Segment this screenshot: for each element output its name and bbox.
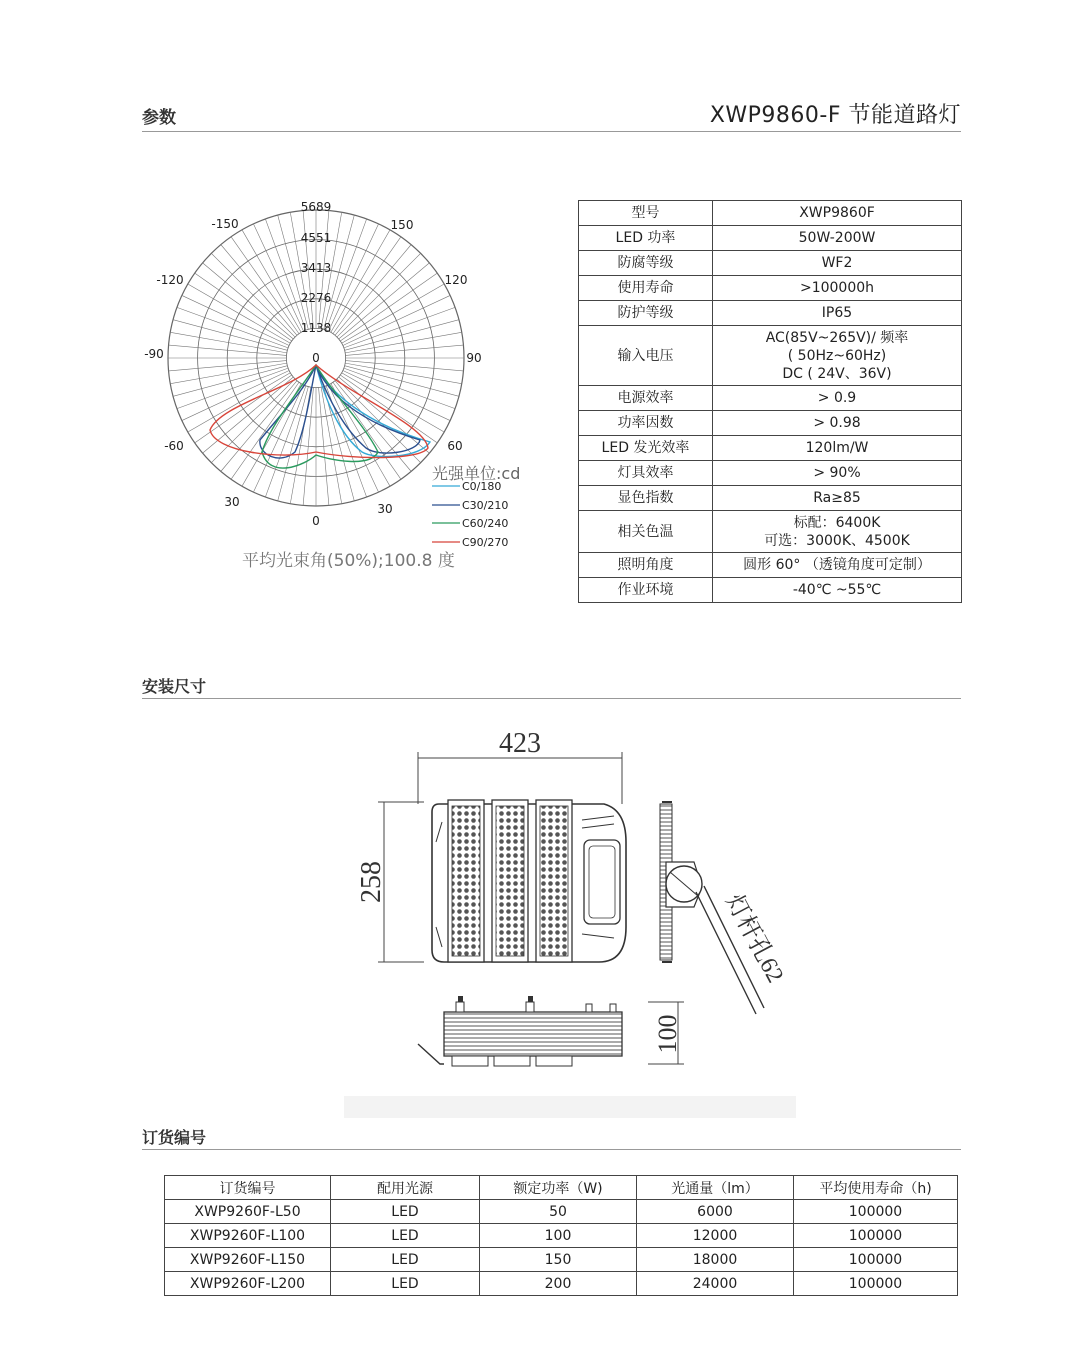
- table-row: [165, 1224, 958, 1248]
- spec-value-line: DC ( 24V、36V): [782, 365, 892, 382]
- width-dimension-label: 423: [499, 728, 541, 759]
- polar-spoke: [173, 320, 287, 351]
- spec-key: 功率因数: [579, 411, 713, 436]
- table-cell: 24000: [637, 1272, 794, 1296]
- polar-spoke: [329, 224, 379, 331]
- order-section-title: 订货编号: [142, 1128, 207, 1147]
- table-cell: LED: [331, 1248, 480, 1272]
- table-row: [579, 326, 962, 386]
- polar-spoke: [203, 377, 294, 453]
- height-dimension-label: 258: [356, 861, 387, 903]
- angle-label: 0: [312, 514, 320, 528]
- table-cell: LED: [331, 1200, 480, 1224]
- angle-label: 30: [377, 502, 393, 516]
- spec-value-line: AC(85V~265V)/ 频率: [765, 329, 909, 346]
- depth-dimension-label: 100: [653, 1014, 682, 1054]
- radial-label: 2276: [300, 291, 332, 305]
- legend-label-c30: C30/210: [462, 499, 509, 512]
- polar-spoke: [345, 320, 459, 351]
- polar-spoke: [242, 230, 301, 333]
- table-row: [579, 511, 962, 553]
- polar-spoke: [345, 332, 462, 353]
- table-cell: LED: [331, 1224, 480, 1248]
- polar-spoke: [345, 363, 462, 384]
- table-row: [579, 411, 962, 436]
- width-dimension: [418, 752, 622, 804]
- spec-value: >100000h: [713, 276, 962, 301]
- legend-label-c60: C60/240: [462, 517, 509, 530]
- spec-value: Ra≥85: [713, 486, 962, 511]
- table-row: [579, 201, 962, 226]
- angle-label: 60: [447, 439, 463, 453]
- spec-value: IP65: [713, 301, 962, 326]
- table-cell: 100000: [794, 1248, 958, 1272]
- spec-key: 相关色温: [579, 511, 713, 553]
- polar-spoke: [342, 373, 445, 432]
- radial-label: 1138: [300, 321, 332, 335]
- polar-spoke: [345, 366, 459, 397]
- installation-dimension-drawing: [344, 712, 796, 1120]
- table-row: [579, 251, 962, 276]
- column-header: 订货编号: [165, 1176, 331, 1200]
- table-header-row: [165, 1176, 958, 1200]
- table-cell: 150: [480, 1248, 637, 1272]
- table-cell: 200: [480, 1272, 637, 1296]
- page-header: [142, 95, 961, 132]
- polar-spoke: [188, 373, 291, 432]
- angle-label: -60: [164, 439, 184, 453]
- column-header: 平均使用寿命（h): [794, 1176, 958, 1200]
- polar-spoke: [188, 284, 291, 343]
- angle-label: -120: [156, 273, 184, 287]
- polar-spoke: [342, 284, 445, 343]
- table-cell: 100000: [794, 1272, 958, 1296]
- legend-label-c90: C90/270: [462, 536, 509, 549]
- spec-value: > 0.9: [713, 386, 962, 411]
- table-cell: XWP9260F-L150: [165, 1248, 331, 1272]
- table-cell: LED: [331, 1272, 480, 1296]
- angle-label: -90: [144, 347, 164, 361]
- luminaire-top-view: [432, 800, 626, 962]
- column-header: 配用光源: [331, 1176, 480, 1200]
- order-table: [164, 1175, 958, 1296]
- radial-label: 3413: [300, 261, 332, 275]
- polar-spoke: [253, 224, 303, 331]
- table-cell: XWP9260F-L50: [165, 1200, 331, 1224]
- spec-value: XWP9860F: [713, 201, 962, 226]
- angle-label: 90: [466, 351, 482, 365]
- spec-key: 灯具效率: [579, 461, 713, 486]
- spec-key: 防腐等级: [579, 251, 713, 276]
- table-row: [579, 386, 962, 411]
- table-row: [579, 226, 962, 251]
- spec-value: 120lm/W: [713, 436, 962, 461]
- table-row: [579, 276, 962, 301]
- install-section-title: 安装尺寸: [142, 677, 207, 696]
- spec-value: 圆形 60° （透镜角度可定制）: [713, 553, 962, 578]
- spec-key: 电源效率: [579, 386, 713, 411]
- table-cell: 6000: [637, 1200, 794, 1224]
- polar-spoke: [343, 295, 450, 345]
- product-title: XWP9860-F 节能道路灯: [709, 103, 961, 128]
- polar-spoke: [170, 332, 287, 353]
- spec-value-line: 标配：6400K: [793, 514, 881, 531]
- column-header: 额定功率（W): [480, 1176, 637, 1200]
- table-row: [165, 1200, 958, 1224]
- order-section-header: [142, 1123, 961, 1150]
- spec-key: 使用寿命: [579, 276, 713, 301]
- spec-value: -40℃ ~55℃: [713, 578, 962, 603]
- intensity-unit-label: 光强单位:cd: [432, 464, 521, 483]
- radial-label: 5689: [300, 200, 332, 214]
- polar-spoke: [321, 387, 342, 504]
- spec-value: [713, 511, 962, 553]
- polar-spoke: [331, 230, 390, 333]
- table-cell: XWP9260F-L100: [165, 1224, 331, 1248]
- polar-spoke: [182, 371, 289, 421]
- radial-label: 0: [312, 351, 320, 365]
- section-label-params: 参数: [142, 108, 176, 128]
- table-row: [579, 578, 962, 603]
- table-cell: 12000: [637, 1224, 794, 1248]
- spec-value-line: 可选：3000K、4500K: [764, 532, 910, 549]
- spec-key: 输入电压: [579, 326, 713, 386]
- angle-label: 150: [390, 218, 414, 232]
- luminaire-front-view: [418, 996, 622, 1066]
- polar-spoke: [278, 387, 309, 501]
- spec-value: WF2: [713, 251, 962, 276]
- table-row: [579, 461, 962, 486]
- legend-label-c0: C0/180: [462, 480, 502, 493]
- polar-spoke: [203, 263, 294, 339]
- angle-label: 120: [444, 273, 468, 287]
- table-row: [579, 486, 962, 511]
- polar-spoke: [335, 245, 411, 336]
- polar-spoke: [221, 245, 297, 336]
- spec-value: > 0.98: [713, 411, 962, 436]
- polar-spoke: [182, 295, 289, 345]
- spec-key: 照明角度: [579, 553, 713, 578]
- polar-spoke: [170, 363, 287, 384]
- angle-label: 30: [224, 495, 240, 509]
- table-cell: XWP9260F-L200: [165, 1272, 331, 1296]
- table-cell: 100000: [794, 1224, 958, 1248]
- spec-value: [713, 326, 962, 386]
- radial-label: 4551: [300, 231, 332, 245]
- spec-key: 作业环境: [579, 578, 713, 603]
- drawing-footer-band: [344, 1096, 796, 1118]
- table-row: [579, 553, 962, 578]
- spec-value: 50W-200W: [713, 226, 962, 251]
- spec-key: 显色指数: [579, 486, 713, 511]
- polar-legend: [432, 480, 508, 549]
- angle-label: -150: [211, 217, 239, 231]
- spec-key: 防护等级: [579, 301, 713, 326]
- table-cell: 18000: [637, 1248, 794, 1272]
- polar-curves: [210, 365, 430, 468]
- install-section-header: [142, 672, 961, 699]
- table-row: [579, 301, 962, 326]
- table-row: [165, 1272, 958, 1296]
- polar-light-distribution-diagram: [130, 190, 570, 580]
- spec-key: LED 发光效率: [579, 436, 713, 461]
- table-row: [579, 436, 962, 461]
- curve-c90-270: [210, 365, 428, 458]
- pole-hole-label: 灯杆孔62: [720, 890, 789, 988]
- column-header: 光通量（lm）: [637, 1176, 794, 1200]
- spec-key: 型号: [579, 201, 713, 226]
- table-row: [165, 1248, 958, 1272]
- polar-spoke: [339, 263, 430, 339]
- spec-key: LED 功率: [579, 226, 713, 251]
- spec-value-line: ( 50Hz~60Hz): [787, 347, 887, 364]
- spec-table: [578, 200, 962, 603]
- table-cell: 100000: [794, 1200, 958, 1224]
- table-cell: 50: [480, 1200, 637, 1224]
- beam-angle-note: 平均光束角(50%);100.8 度: [242, 551, 455, 571]
- spec-value: > 90%: [713, 461, 962, 486]
- table-cell: 100: [480, 1224, 637, 1248]
